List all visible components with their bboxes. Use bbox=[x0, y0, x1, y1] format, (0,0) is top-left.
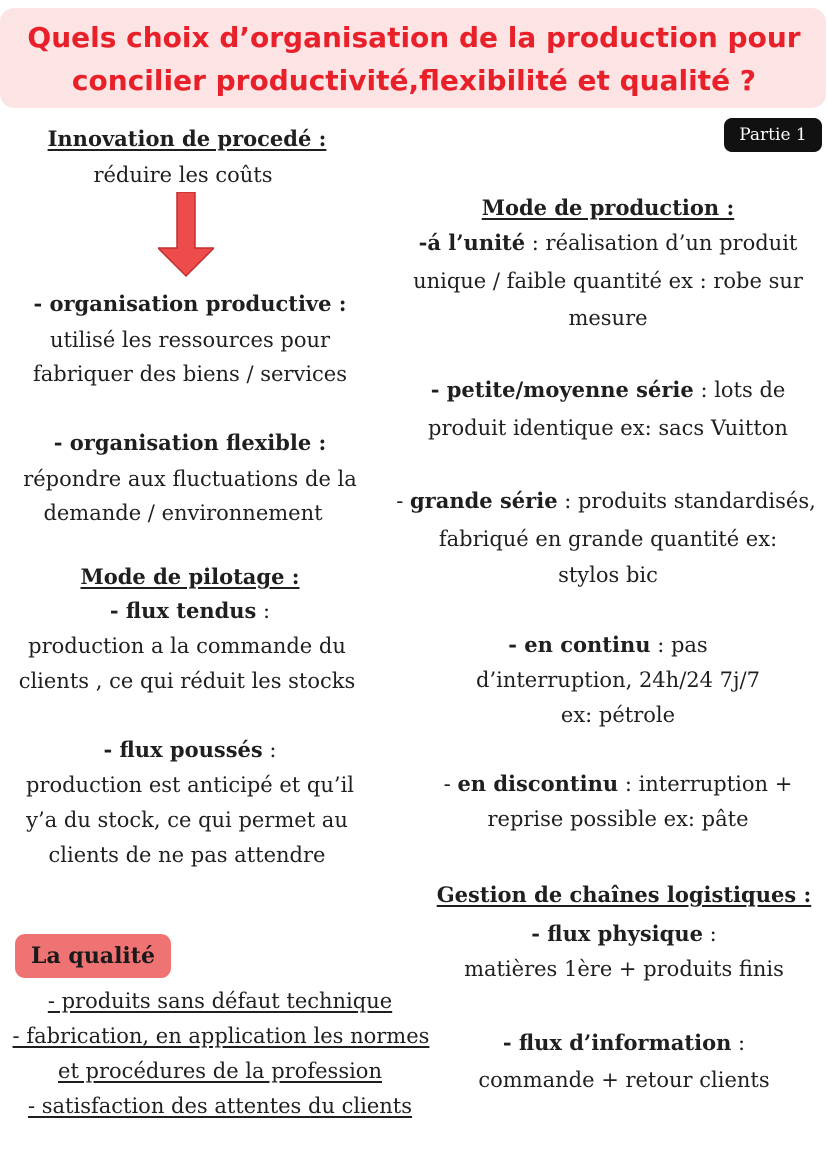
qualite-item-2: - fabrication, en application les normes bbox=[12, 1024, 430, 1048]
flux-tendus-line-1: production a la commande du bbox=[28, 634, 346, 658]
innovation-heading: Innovation de procedé : bbox=[47, 126, 327, 151]
flux-physique-line-2: matières 1ère + produits finis bbox=[464, 957, 784, 981]
discontinu-line-2: reprise possible ex: pâte bbox=[487, 807, 749, 831]
org-flexible-line-1: répondre aux fluctuations de la bbox=[23, 467, 357, 491]
title-line-1: Quels choix d’organisation de la production pour bbox=[27, 21, 801, 54]
page-title bbox=[0, 16, 828, 102]
unite-line-1: -á l’unité : réalisation d’un produit bbox=[418, 230, 798, 255]
flux-tendus-heading: - flux tendus : bbox=[109, 598, 271, 623]
org-flexible-line-2: demande / environnement bbox=[43, 501, 323, 525]
org-productive-line-2: fabriquer des biens / services bbox=[32, 362, 348, 386]
flux-pousses-heading: - flux poussés : bbox=[103, 737, 277, 762]
petite-serie-line-2: produit identique ex: sacs Vuitton bbox=[428, 416, 788, 440]
grande-serie-line-3: stylos bic bbox=[558, 563, 658, 587]
org-productive-heading: - organisation productive : bbox=[33, 291, 347, 316]
partie-badge: Partie 1 bbox=[724, 118, 822, 152]
qualite-item-1: - produits sans défaut technique bbox=[47, 989, 393, 1013]
flux-information-line-2: commande + retour clients bbox=[478, 1068, 770, 1092]
unite-line-2: unique / faible quantité ex : robe sur bbox=[413, 269, 803, 293]
down-arrow-icon bbox=[158, 192, 214, 278]
pilotage-heading: Mode de pilotage : bbox=[80, 564, 300, 589]
flux-pousses-line-3: clients de ne pas attendre bbox=[48, 843, 326, 867]
continu-line-3: ex: pétrole bbox=[560, 703, 676, 727]
qualite-item-4: - satisfaction des attentes du clients bbox=[27, 1094, 413, 1118]
logistique-heading: Gestion de chaînes logistiques : bbox=[436, 882, 812, 907]
flux-tendus-line-2: clients , ce qui réduit les stocks bbox=[18, 669, 356, 693]
flux-information-heading: - flux d’information : bbox=[502, 1030, 746, 1055]
qualite-label: La qualité bbox=[31, 943, 155, 969]
grande-serie-line-1: - grande série : produits standardisés, bbox=[396, 488, 816, 513]
org-flexible-heading: - organisation flexible : bbox=[53, 430, 327, 455]
discontinu-line-1: - en discontinu : interruption + bbox=[443, 771, 793, 796]
unite-line-3: mesure bbox=[568, 306, 648, 330]
grande-serie-line-2: fabriqué en grande quantité ex: bbox=[438, 527, 778, 551]
continu-line-2: d’interruption, 24h/24 7j/7 bbox=[476, 668, 760, 692]
org-productive-line-1: utilisé les ressources pour bbox=[49, 328, 331, 352]
petite-serie-line-1: - petite/moyenne série : lots de bbox=[430, 377, 786, 402]
flux-pousses-line-1: production est anticipé et qu’il bbox=[25, 773, 354, 797]
qualite-item-3: et procédures de la profession bbox=[58, 1059, 382, 1083]
production-heading: Mode de production : bbox=[481, 195, 735, 220]
innovation-text: réduire les coûts bbox=[93, 163, 273, 187]
continu-line-1: - en continu : pas bbox=[508, 632, 708, 657]
flux-physique-heading: - flux physique : bbox=[531, 921, 717, 946]
flux-pousses-line-2: y’a du stock, ce qui permet au bbox=[26, 808, 348, 832]
title-line-2: concilier productivité,flexibilité et qualité ? bbox=[71, 64, 757, 97]
